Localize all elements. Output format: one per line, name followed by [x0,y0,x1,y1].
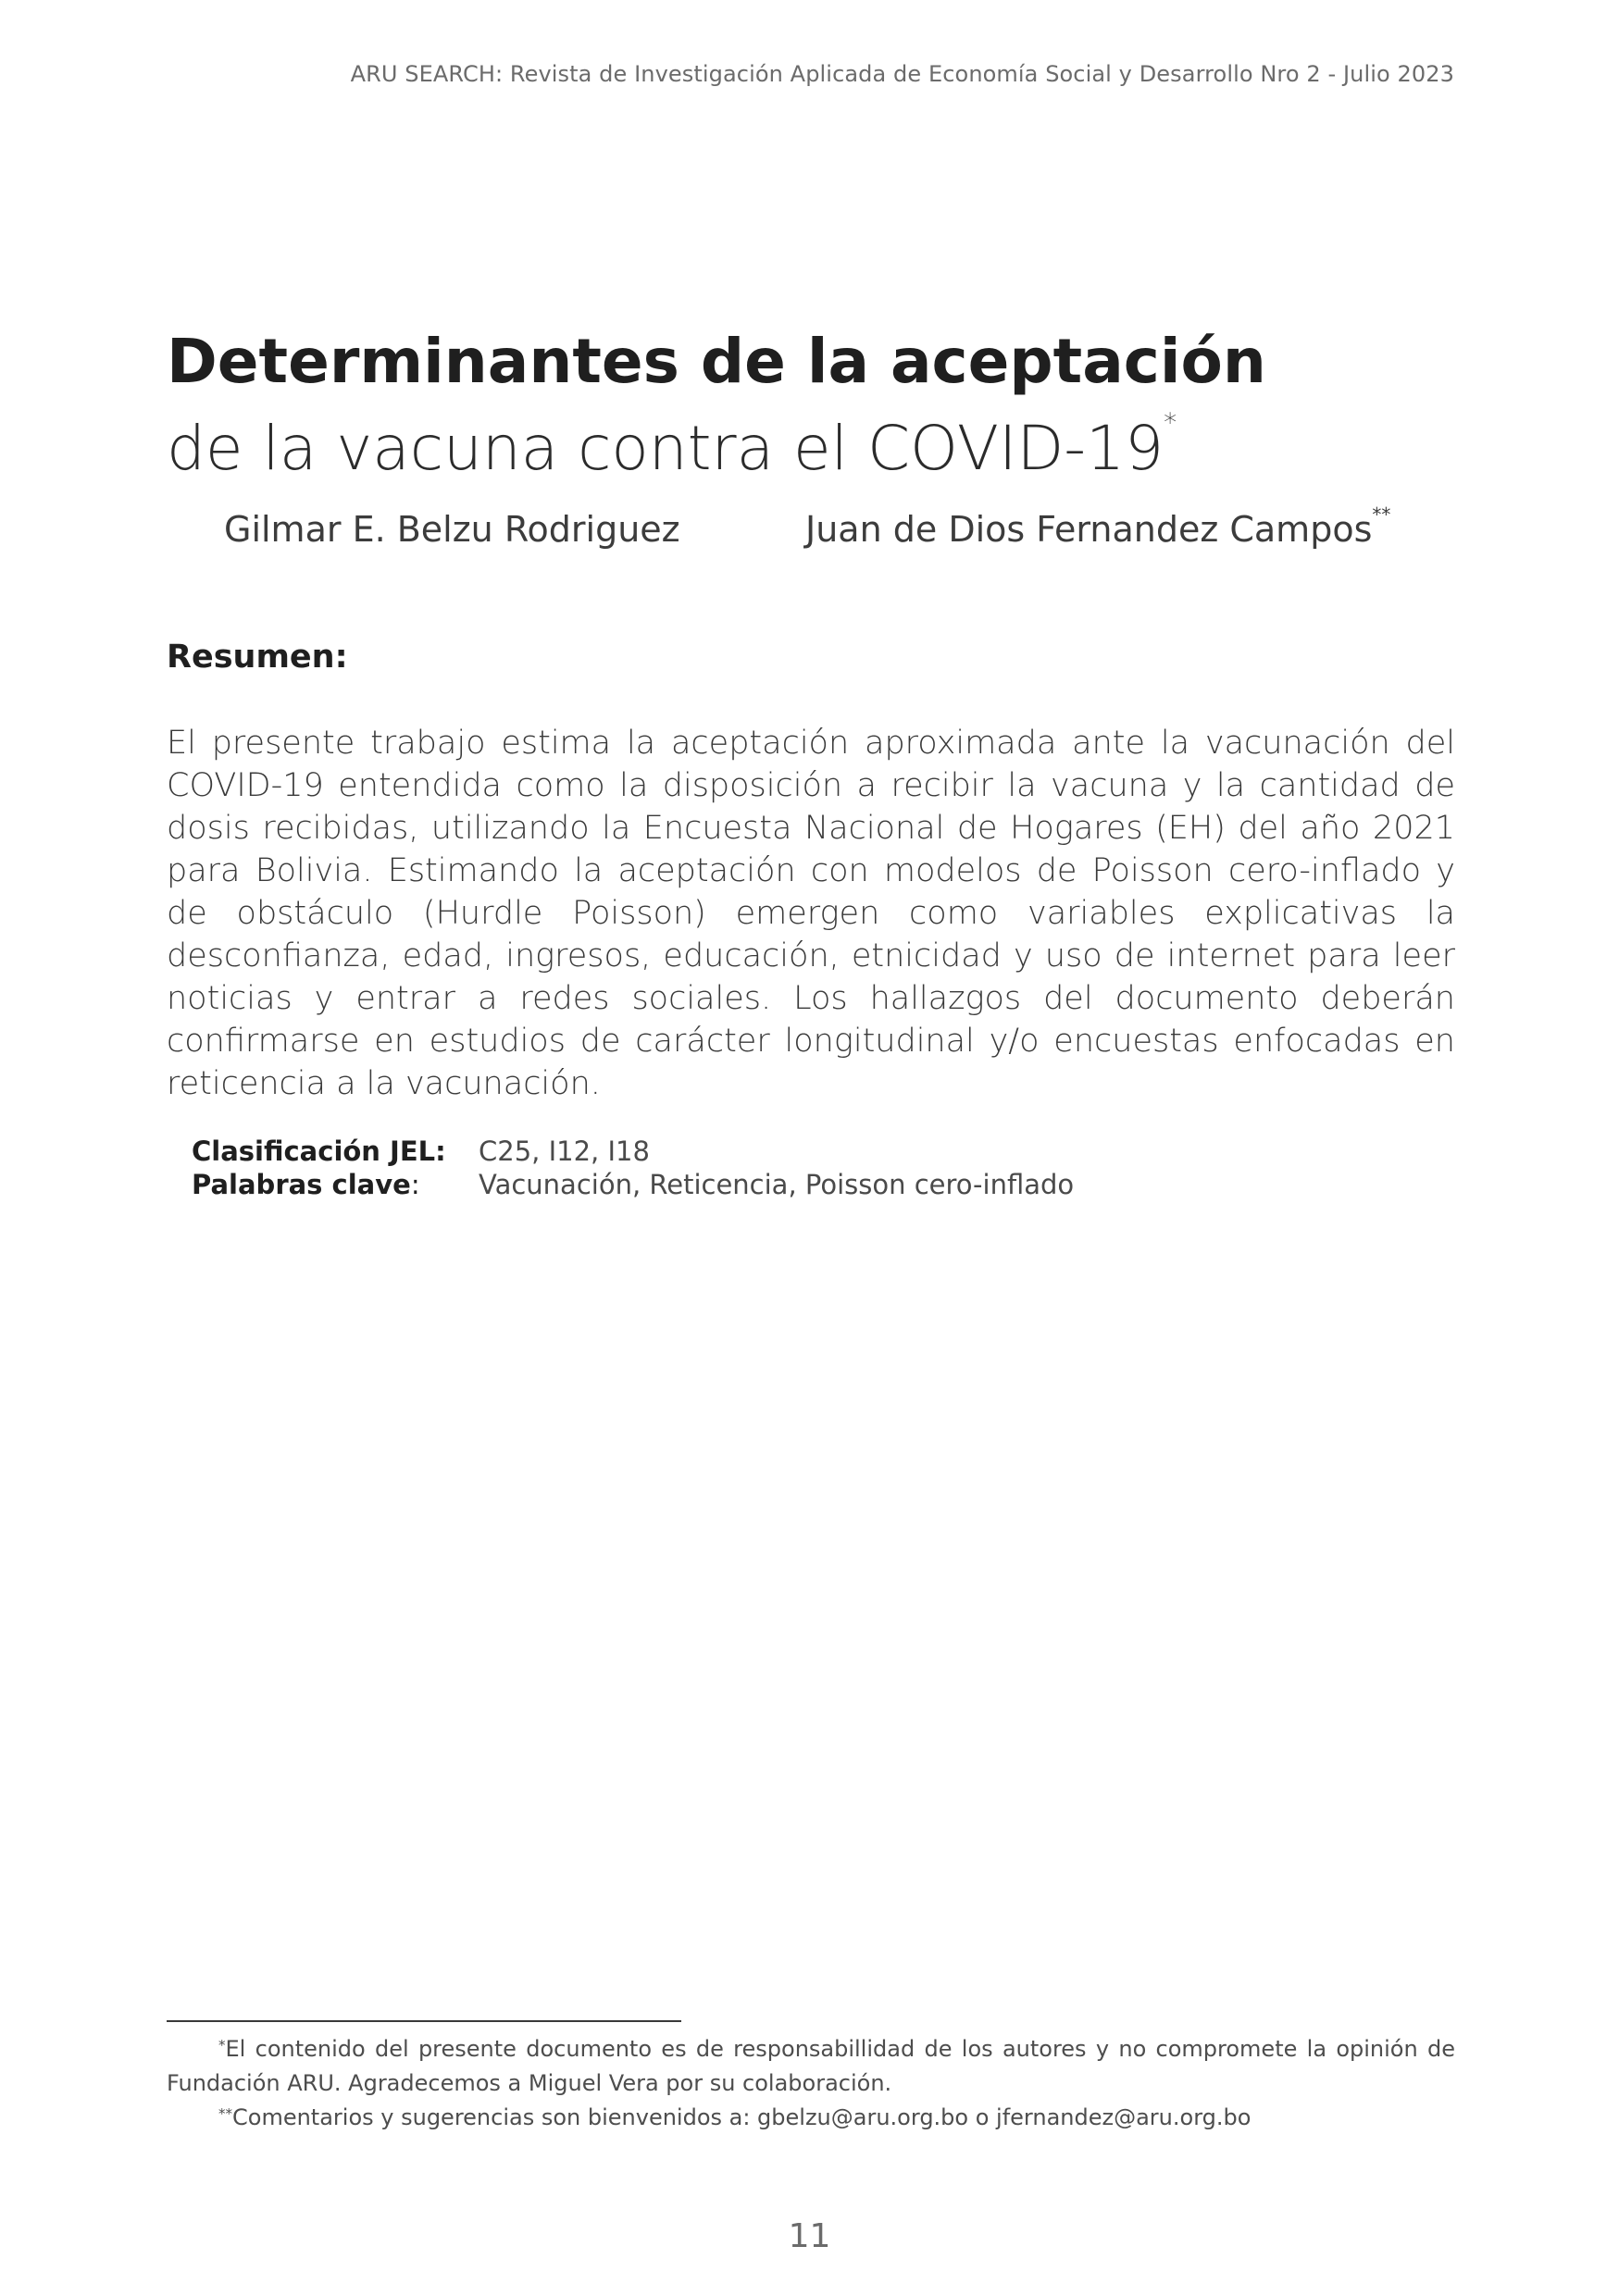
jel-row [192,1135,1074,1168]
jel-value: C25, I12, I18 [479,1136,650,1167]
title-footnote-marker: * [1164,407,1177,438]
article-title-line1: Determinantes de la aceptación [167,326,1266,397]
abstract-heading: Resumen: [167,639,348,676]
footnote-text: Comentarios y sugerencias son bienvenidos a: gbelzu@aru.org.bo o jfernandez@aru.org.bo [232,2104,1252,2130]
footnotes [167,2032,1455,2135]
article-title-line2 [167,407,1177,484]
article-metadata [192,1135,1074,1201]
author-footnote-marker: ** [1372,503,1391,526]
author-name [805,503,1391,550]
footnote-marker: * [218,2037,226,2054]
running-header: ARU SEARCH: Revista de Investigación Aplicada de Economía Social y Desarrollo Nro 2 - Julio 2023 [350,61,1454,87]
footnote [167,2101,1455,2135]
author-name-text: Juan de Dios Fernandez Campos [805,509,1373,550]
keywords-label-cell [192,1168,479,1201]
keywords-value: Vacunación, Reticencia, Poisson cero-inflado [479,1169,1075,1200]
footnote [167,2032,1455,2101]
author-name: Gilmar E. Belzu Rodriguez [224,509,680,550]
page-number: 11 [788,2217,831,2255]
footnote-marker: ** [218,2105,232,2122]
keywords-label-colon: : [410,1169,420,1200]
jel-label: Clasificación JEL: [192,1136,446,1167]
keywords-label: Palabras clave [192,1169,411,1200]
footnote-text: El contenido del presente documento es de responsabillidad de los autores y no compromete la opinión de Fundación ARU. Agradecemos a Miguel Vera por su colaboración. [167,2036,1455,2096]
footnote-divider [167,2020,681,2022]
abstract-body: El presente trabajo estima la aceptación aproximada ante la vacunación del COVID-19 entendida como la disposición a recibir la vacuna y la cantidad de dosis recibidas, utilizando la Encuesta Nacional de Hogares (EH) del año 2021 para Bolivia. Estimando la aceptación con modelos de Poisson cero-inflado y de obstáculo (Hurdle Poisson) emergen como variables explicativas la desconfianza, edad, ingresos, educación, etnicidad y uso de internet para leer noticias y entrar a redes sociales. Los hallazgos del documento deberán confirmarse en estudios de carácter longitudinal y/o encuestas enfocadas en reticencia a la vacunación. [167,725,1455,1102]
author-list [0,503,1619,565]
keywords-row [192,1168,1074,1201]
article-title-line2-text: de la vacuna contra el COVID-19 [167,413,1164,484]
